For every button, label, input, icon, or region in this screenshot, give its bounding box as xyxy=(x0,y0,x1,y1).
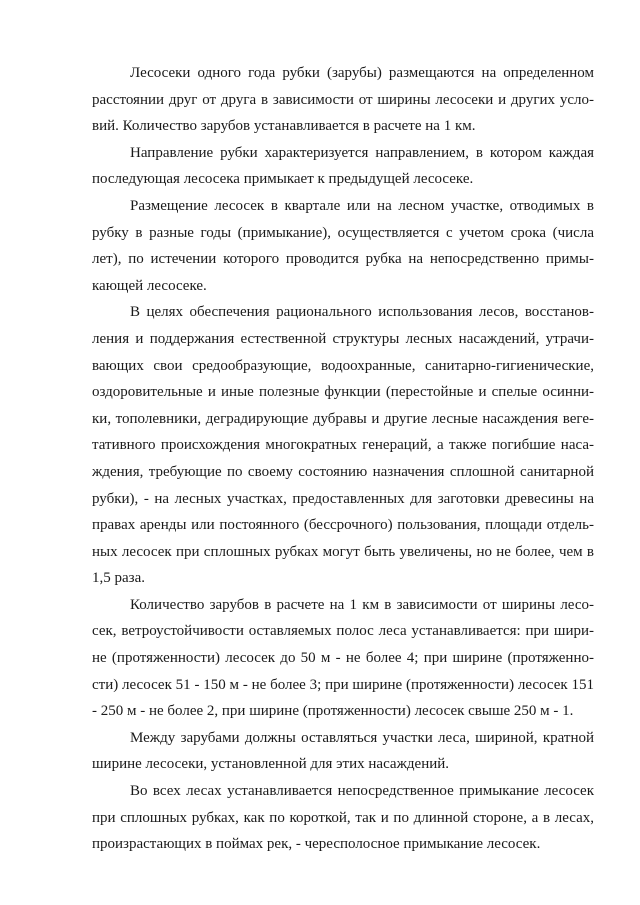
text-line: лет), по истечении которого проводится рубка на непосредственно примы- xyxy=(92,251,594,268)
document-page xyxy=(92,60,594,858)
text-line: не (протяженности) лесосек до 50 м - не более 4; при ширине (протяженно- xyxy=(92,650,594,667)
text-line: сек, ветроустойчивости оставляемых полос леса устанавливается: при шири- xyxy=(92,623,594,640)
paragraph xyxy=(92,725,594,778)
paragraph xyxy=(92,299,594,592)
text-line: ления и поддержания естественной структуры лесных насаждений, утрачи- xyxy=(92,330,594,347)
text-line: 1,5 раза. xyxy=(92,570,145,587)
paragraph xyxy=(92,778,594,858)
text-line: Размещение лесосек в квартале или на лесном участке, отводимых в xyxy=(130,197,594,214)
text-line: тативного происхождения многократных генераций, а также погибшие наса- xyxy=(92,437,594,454)
text-line: Во всех лесах устанавливается непосредственное примыкание лесосек xyxy=(130,783,594,800)
text-line: расстоянии друг от друга в зависимости от ширины лесосеки и других усло- xyxy=(92,91,594,108)
text-line: Направление рубки характеризуется направлением, в котором каждая xyxy=(130,144,594,161)
text-line: ки, тополевники, деградирующие дубравы и другие лесные насаждения веге- xyxy=(92,410,594,427)
text-line: сти) лесосек 51 - 150 м - не более 3; при ширине (протяженности) лесосек 151 xyxy=(92,676,594,693)
text-line: последующая лесосека примыкает к предыдущей лесосеке. xyxy=(92,171,474,188)
text-line: рубки), - на лесных участках, предоставленных для заготовки древесины на xyxy=(92,490,594,507)
text-line: произрастающих в поймах рек, - чересполосное примыкание лесосек. xyxy=(92,836,541,853)
text-line: ных лесосек при сплошных рубках могут быть увеличены, но не более, чем в xyxy=(92,543,594,560)
text-line: кающей лесосеке. xyxy=(92,277,207,294)
text-line: вающих свои средообразующие, водоохранные, санитарно-гигиенические, xyxy=(92,357,594,374)
text-line: ждения, требующие по своему состоянию назначения сплошной санитарной xyxy=(92,463,594,480)
text-line: Лесосеки одного года рубки (зарубы) размещаются на определенном xyxy=(130,65,594,81)
paragraph xyxy=(92,193,594,299)
paragraph xyxy=(92,140,594,193)
text-line: рубку в разные годы (примыкание), осуществляется с учетом срока (числа xyxy=(92,224,594,241)
text-line: оздоровительные и иные полезные функции (перестойные и спелые осинни- xyxy=(92,384,594,401)
text-line: - 250 м - не более 2, при ширине (протяженности) лесосек свыше 250 м - 1. xyxy=(92,703,574,720)
text-line: ширине лесосеки, установленной для этих насаждений. xyxy=(92,756,450,773)
text-line: правах аренды или постоянного (бессрочного) пользования, площади отдель- xyxy=(92,517,594,534)
paragraph xyxy=(92,592,594,725)
text-line: Количество зарубов в расчете на 1 км в зависимости от ширины лесо- xyxy=(130,596,594,613)
text-line: при сплошных рубках, как по короткой, так и по длинной стороне, а в лесах, xyxy=(92,809,594,826)
paragraph xyxy=(92,60,594,140)
text-line: Между зарубами должны оставляться участки леса, шириной, кратной xyxy=(130,729,594,746)
text-line: В целях обеспечения рационального использования лесов, восстанов- xyxy=(130,304,594,321)
text-line: вий. Количество зарубов устанавливается в расчете на 1 км. xyxy=(92,118,476,135)
